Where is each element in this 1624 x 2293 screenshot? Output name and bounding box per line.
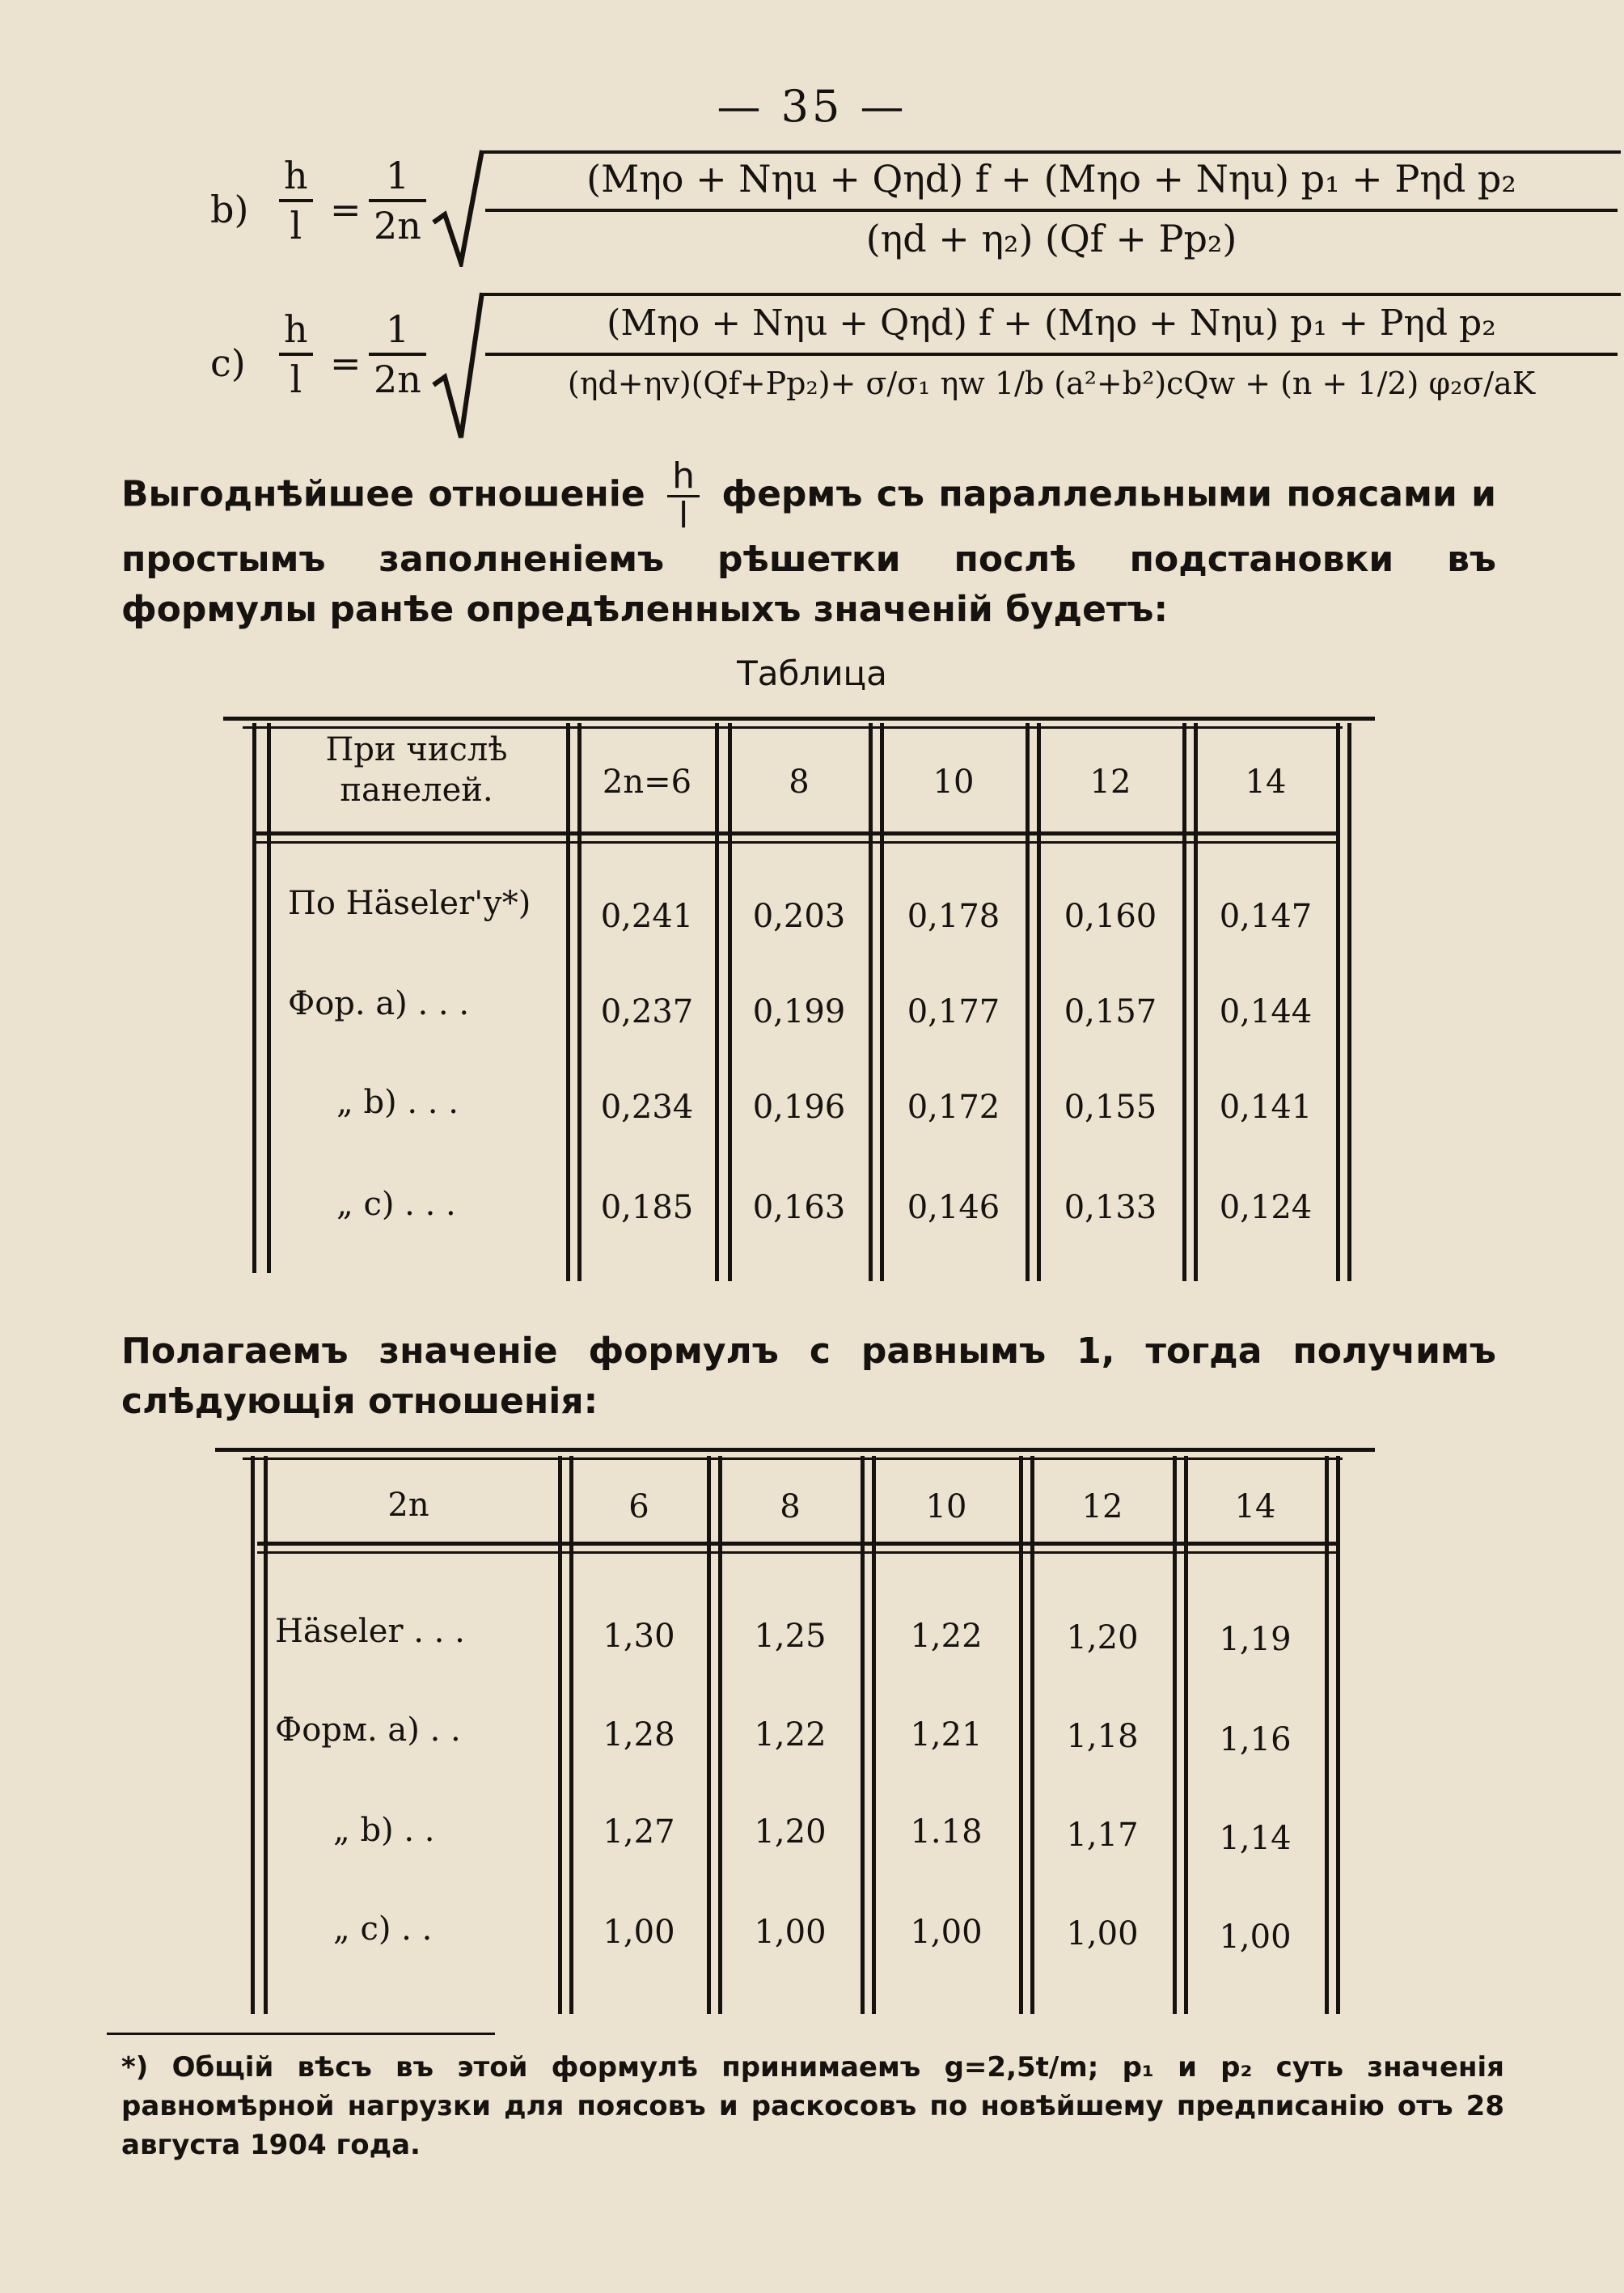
- column-header: 12: [1081, 1488, 1123, 1525]
- table-cell: 1,00: [754, 1914, 827, 1951]
- radicand-numerator: (Mηo + Nηu + Qηd) f + (Mηo + Nηu) p₁ + Pηd p₂: [586, 157, 1516, 201]
- table-cell: 1,00: [910, 1914, 983, 1951]
- row-label: „ b) . .: [333, 1812, 435, 1849]
- column-rule: [728, 723, 732, 1281]
- table-cell: 0,144: [1219, 993, 1313, 1030]
- row-label: Форм. a) . .: [275, 1711, 461, 1749]
- column-rule: [1325, 1456, 1329, 2014]
- fraction-bar: [485, 209, 1618, 212]
- lhs-fraction: [279, 307, 313, 401]
- paragraph-ratios: Полагаемъ значеніе формулъ с равнымъ 1, тогда получимъ слѣдующія отношенія:: [121, 1331, 1496, 1422]
- table-cell: 0,185: [600, 1189, 694, 1226]
- page-number: — 35 —: [717, 81, 907, 132]
- column-rule: [715, 723, 719, 1281]
- column-rule: [718, 1456, 722, 2014]
- equals-sign: =: [330, 188, 362, 231]
- radicand-denominator: (ηd+ηv)(Qf+Pp₂)+ σ/σ₁ ηw 1/b (a²+b²)cQw + (n + 1/2) φ₂σ/aK: [567, 366, 1536, 401]
- column-rule: [861, 1456, 865, 2014]
- column-header: 14: [1234, 1488, 1276, 1525]
- column-rule: [869, 723, 873, 1281]
- table-cell: 1,19: [1219, 1621, 1292, 1658]
- radical-overbar: [480, 293, 1621, 296]
- radical-overbar: [480, 150, 1621, 154]
- table-top-rule-2: [243, 726, 1343, 729]
- column-rule: [1184, 1456, 1188, 2014]
- row-label: По Häseler'у*): [288, 885, 531, 922]
- table-cell: 1,21: [910, 1716, 983, 1754]
- footnote-rule: [107, 2033, 495, 2035]
- fraction-denominator: l: [290, 357, 302, 401]
- table-cell: 1,22: [910, 1618, 983, 1655]
- table-cell: 1,14: [1219, 1820, 1292, 1857]
- fraction-numerator: h: [279, 154, 313, 202]
- column-rule: [1173, 1456, 1177, 2014]
- footnote: *) Общій вѣсъ въ этой формулѣ принимаемъ g=2,5t/m; p₁ и p₂ суть значенія равномѣрной нагрузки для поясовъ и раскосовъ по новѣйшему предписанію отъ 28 августа 1904 года.: [121, 2051, 1504, 2161]
- column-rule: [1037, 723, 1041, 1281]
- table-cell: 0,241: [600, 898, 694, 935]
- table-cell: 1,20: [1066, 1619, 1139, 1656]
- fraction-denominator: l: [678, 495, 689, 536]
- table-cell: 1,00: [1066, 1915, 1139, 1952]
- column-rule: [264, 1456, 268, 2014]
- row-label: „ c) . .: [333, 1910, 433, 1948]
- table-header-rule: [252, 831, 1336, 836]
- coefficient-fraction: [369, 154, 426, 247]
- column-header: 8: [789, 764, 810, 801]
- table-cell: 0,124: [1219, 1189, 1313, 1226]
- column-header: 10: [925, 1488, 967, 1525]
- table-cell: 0,178: [907, 898, 1000, 935]
- fraction-denominator: l: [290, 204, 302, 247]
- column-rule: [267, 723, 271, 1273]
- table-cell: 0,177: [907, 993, 1000, 1030]
- table-cell: 0,199: [752, 993, 846, 1030]
- column-rule: [577, 723, 582, 1281]
- column-rule: [251, 1456, 255, 2014]
- table-cell: 1,18: [1066, 1718, 1139, 1755]
- table-cell: 0,146: [907, 1189, 1000, 1226]
- table-caption: Таблица: [737, 654, 887, 693]
- table-cell: 1,00: [1219, 1919, 1292, 1956]
- table-cell: 0,160: [1064, 898, 1157, 935]
- table-cell: 1.18: [910, 1813, 983, 1851]
- table-cell: 1,25: [754, 1618, 827, 1655]
- row-label: „ b) . . .: [336, 1084, 459, 1121]
- column-rule: [872, 1456, 876, 2014]
- column-rule: [1336, 723, 1340, 1281]
- column-rule: [252, 723, 256, 1273]
- square-root-sign: [430, 288, 487, 442]
- table-cell: 0,237: [600, 993, 694, 1030]
- table-cell: 1,17: [1066, 1817, 1139, 1854]
- column-rule: [880, 723, 884, 1281]
- table-cell: 0,141: [1219, 1089, 1313, 1126]
- column-rule: [569, 1456, 573, 2014]
- radicand-numerator: (Mηo + Nηu + Qηd) f + (Mηo + Nηu) p₁ + Pηd p₂: [607, 302, 1496, 344]
- table-cell: 1,30: [603, 1618, 675, 1655]
- column-rule: [1182, 723, 1186, 1281]
- table-cell: 0,196: [752, 1089, 846, 1126]
- table-cell: 0,157: [1064, 993, 1157, 1030]
- paragraph-optimal-ratio: [121, 455, 1496, 635]
- column-header: 10: [933, 764, 975, 801]
- column-rule: [1194, 723, 1198, 1281]
- fraction-numerator: 1: [369, 307, 426, 356]
- column-rule: [1347, 723, 1351, 1281]
- column-header: 8: [780, 1488, 801, 1525]
- table-cell: 0,234: [600, 1089, 694, 1126]
- column-header: 2n=6: [602, 764, 692, 801]
- row-label: Фор. a) . . .: [288, 985, 470, 1022]
- table-header-rule-2: [252, 841, 1336, 844]
- column-rule: [1030, 1456, 1034, 2014]
- lhs-fraction: [279, 154, 313, 247]
- column-rule: [707, 1456, 711, 2014]
- row-label: „ c) . . .: [336, 1186, 456, 1223]
- fraction-numerator: h: [279, 307, 313, 356]
- fraction-bar: [485, 353, 1618, 356]
- equals-sign: =: [330, 341, 362, 385]
- column-rule: [558, 1456, 562, 2014]
- header-label: 2n: [387, 1487, 429, 1524]
- table-cell: 0,133: [1064, 1189, 1157, 1226]
- table-cell: 0,147: [1219, 898, 1313, 935]
- column-header: 14: [1245, 764, 1287, 801]
- table-cell: 1,00: [603, 1914, 675, 1951]
- table-top-rule-2: [243, 1457, 1343, 1460]
- header-label: При числѣ панелей.: [325, 731, 508, 809]
- square-root-sign: [430, 146, 487, 267]
- table-cell: 1,22: [754, 1716, 827, 1754]
- paragraph-text-end: фермъ съ параллельными поясами и простымъ заполненіемъ рѣшетки послѣ подстановки въ формулы ранѣе опредѣленныхъ значеній будетъ:: [121, 473, 1496, 630]
- coefficient-fraction: [369, 307, 426, 401]
- column-rule: [1026, 723, 1030, 1281]
- table-cell: 0,172: [907, 1089, 1000, 1126]
- table-cell: 1,27: [603, 1813, 675, 1851]
- table-cell: 0,203: [752, 898, 846, 935]
- paragraph-text-start: Выгоднѣйшее отношеніе: [121, 473, 645, 515]
- table-cell: 1,20: [754, 1813, 827, 1851]
- table-cell: 0,163: [752, 1189, 846, 1226]
- column-header: 6: [628, 1488, 649, 1525]
- table-top-rule: [223, 717, 1375, 721]
- table-cell: 1,16: [1219, 1721, 1292, 1758]
- fraction-denominator: 2n: [374, 204, 421, 247]
- column-rule: [1336, 1456, 1340, 2014]
- column-header: 12: [1089, 764, 1131, 801]
- formula-label: b): [210, 188, 249, 231]
- table-top-rule: [215, 1448, 1375, 1452]
- radicand-denominator: (ηd + η₂) (Qf + Pp₂): [865, 217, 1237, 260]
- table-cell: 1,28: [603, 1716, 675, 1754]
- column-rule: [1019, 1456, 1023, 2014]
- inline-fraction: [667, 455, 700, 536]
- row-label: Häseler . . .: [275, 1613, 465, 1650]
- formula-label: c): [210, 341, 246, 385]
- fraction-numerator: 1: [369, 154, 426, 202]
- table-cell: 0,155: [1064, 1089, 1157, 1126]
- column-rule: [566, 723, 570, 1281]
- fraction-denominator: 2n: [374, 357, 421, 401]
- fraction-numerator: h: [667, 458, 700, 497]
